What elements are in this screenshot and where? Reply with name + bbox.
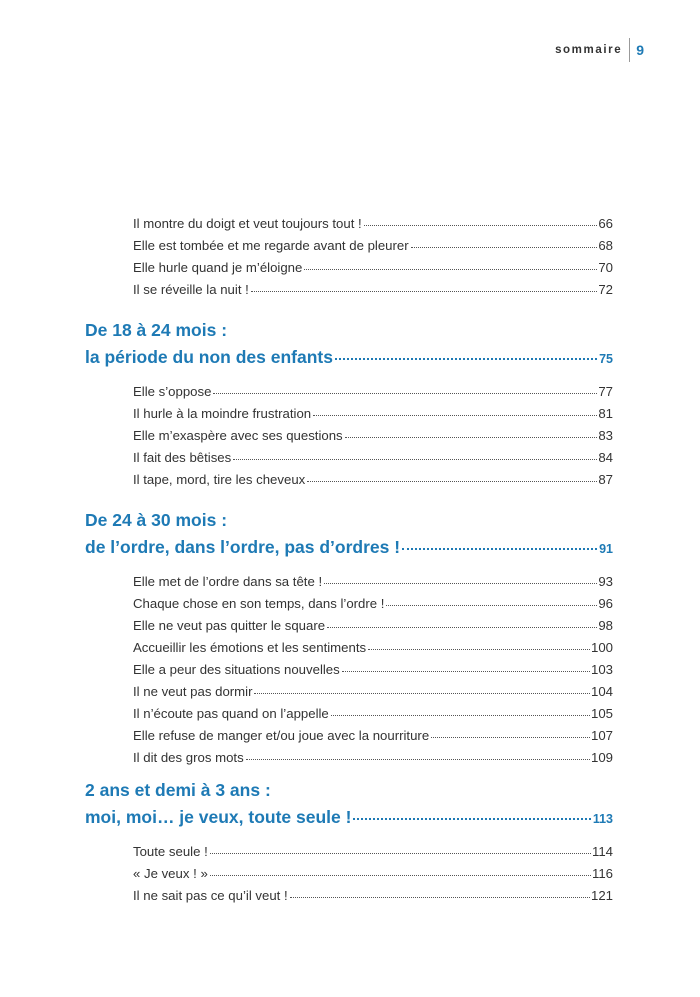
toc-entry-page: 103	[590, 662, 613, 677]
dot-leader	[331, 715, 590, 716]
toc-entry-page: 109	[590, 750, 613, 765]
section-heading-line1[interactable]: 2 ans et demi à 3 ans :	[85, 780, 271, 800]
toc-entry-page: 96	[598, 596, 613, 611]
toc-entry-title: Toute seule !	[133, 844, 208, 859]
dot-leader	[254, 693, 590, 694]
toc-entry-page: 98	[598, 618, 613, 633]
toc-entry[interactable]	[133, 706, 613, 728]
section-heading-line2[interactable]	[85, 347, 613, 368]
toc-entry-title: Elle a peur des situations nouvelles	[133, 662, 340, 677]
toc-entry-page: 105	[590, 706, 613, 721]
section-page-number: 113	[592, 812, 613, 826]
dot-leader	[324, 583, 597, 584]
section-title: la période du non des enfants	[85, 347, 333, 367]
toc-entry-title: Elle ne veut pas quitter le square	[133, 618, 326, 633]
toc-entry[interactable]	[133, 260, 613, 282]
toc-entry-page: 104	[590, 684, 613, 699]
toc-entry[interactable]	[133, 450, 613, 472]
toc-entry[interactable]	[133, 406, 613, 428]
toc-entry[interactable]	[133, 282, 613, 304]
toc-entry[interactable]	[133, 574, 613, 596]
toc-entry[interactable]	[133, 662, 613, 684]
section-heading-line1[interactable]: De 24 à 30 mois :	[85, 510, 228, 530]
toc-entry-title: Elle hurle quand je m’éloigne	[133, 260, 303, 275]
toc-entry-title: Il n’écoute pas quand on l’appelle	[133, 706, 329, 721]
section-heading-line2[interactable]	[85, 807, 613, 828]
toc-entry-page: 83	[598, 428, 613, 443]
toc-entry-title: Elle met de l’ordre dans sa tête !	[133, 574, 323, 589]
dot-leader	[251, 291, 598, 292]
section-page-number: 91	[599, 542, 613, 556]
toc-entry-title: Il dit des gros mots	[133, 750, 244, 765]
toc-entry-page: 87	[598, 472, 613, 487]
toc-entry-title: Chaque chose en son temps, dans l’ordre !	[133, 596, 385, 611]
dot-leader	[364, 225, 598, 226]
toc-entry-page: 84	[598, 450, 613, 465]
dot-leader	[213, 393, 597, 394]
toc-entry-page: 68	[598, 238, 613, 253]
dot-leader	[233, 459, 597, 460]
toc-entry-title: « Je veux ! »	[133, 866, 208, 881]
toc-entry[interactable]	[133, 844, 613, 866]
toc-entry[interactable]	[133, 640, 613, 662]
dot-leader	[210, 875, 591, 876]
toc-entry-page: 100	[590, 640, 613, 655]
dot-leader	[431, 737, 590, 738]
toc-entry-page: 77	[598, 384, 613, 399]
toc-entry-title: Elle est tombée et me regarde avant de pleurer	[133, 238, 409, 253]
toc-entry-title: Il fait des bêtises	[133, 450, 232, 465]
dot-leader	[246, 759, 590, 760]
toc-entry-page: 66	[598, 216, 613, 231]
toc-entry-page: 121	[590, 888, 613, 903]
dot-leader	[313, 415, 597, 416]
toc-entry-title: Il montre du doigt et veut toujours tout !	[133, 216, 362, 231]
dot-leader	[386, 605, 597, 606]
toc-entry-page: 114	[591, 844, 613, 859]
dot-leader	[290, 897, 590, 898]
section-title: moi, moi… je veux, toute seule !	[85, 807, 352, 827]
dot-leader	[304, 269, 597, 270]
toc-entry[interactable]	[133, 728, 613, 750]
toc-entry-title: Elle m’exaspère avec ses questions	[133, 428, 343, 443]
toc-entry-page: 116	[591, 866, 613, 881]
toc-entry-page: 72	[598, 282, 613, 297]
toc-entry[interactable]	[133, 596, 613, 618]
dot-leader	[307, 481, 597, 482]
toc-entry[interactable]	[133, 238, 613, 260]
toc-entry[interactable]	[133, 428, 613, 450]
dot-leader	[342, 671, 590, 672]
dot-leader	[402, 548, 597, 550]
toc-entry[interactable]	[133, 472, 613, 494]
section-heading-line1[interactable]: De 18 à 24 mois :	[85, 320, 228, 340]
toc-entry[interactable]	[133, 750, 613, 772]
running-header	[555, 38, 644, 62]
toc-entry-page: 93	[598, 574, 613, 589]
toc-entry-title: Il se réveille la nuit !	[133, 282, 249, 297]
toc-entry[interactable]	[133, 384, 613, 406]
toc-entry[interactable]	[133, 618, 613, 640]
dot-leader	[368, 649, 590, 650]
header-label: sommaire	[555, 44, 623, 56]
dot-leader	[345, 437, 598, 438]
dot-leader	[411, 247, 598, 248]
dot-leader	[335, 358, 597, 360]
toc-entry[interactable]	[133, 888, 613, 910]
toc-entry-page: 107	[590, 728, 613, 743]
toc-entry-title: Il hurle à la moindre frustration	[133, 406, 312, 421]
dot-leader	[353, 818, 590, 820]
toc-entry-title: Il ne veut pas dormir	[133, 684, 253, 699]
section-heading-line2[interactable]	[85, 537, 613, 558]
toc-entry-title: Accueillir les émotions et les sentiments	[133, 640, 367, 655]
toc-entry-title: Il ne sait pas ce qu’il veut !	[133, 888, 288, 903]
toc-entry[interactable]	[133, 866, 613, 888]
section-page-number: 75	[599, 352, 613, 366]
toc-entry-title: Elle refuse de manger et/ou joue avec la nourriture	[133, 728, 430, 743]
toc-entry-page: 70	[598, 260, 613, 275]
toc-entry-title: Il tape, mord, tire les cheveux	[133, 472, 306, 487]
toc-entry[interactable]	[133, 684, 613, 706]
dot-leader	[327, 627, 597, 628]
toc-entry-page: 81	[598, 406, 613, 421]
toc-entry[interactable]	[133, 216, 613, 238]
page-number: 9	[636, 42, 644, 58]
section-title: de l’ordre, dans l’ordre, pas d’ordres !	[85, 537, 401, 557]
dot-leader	[210, 853, 591, 854]
toc-entry-title: Elle s’oppose	[133, 384, 212, 399]
